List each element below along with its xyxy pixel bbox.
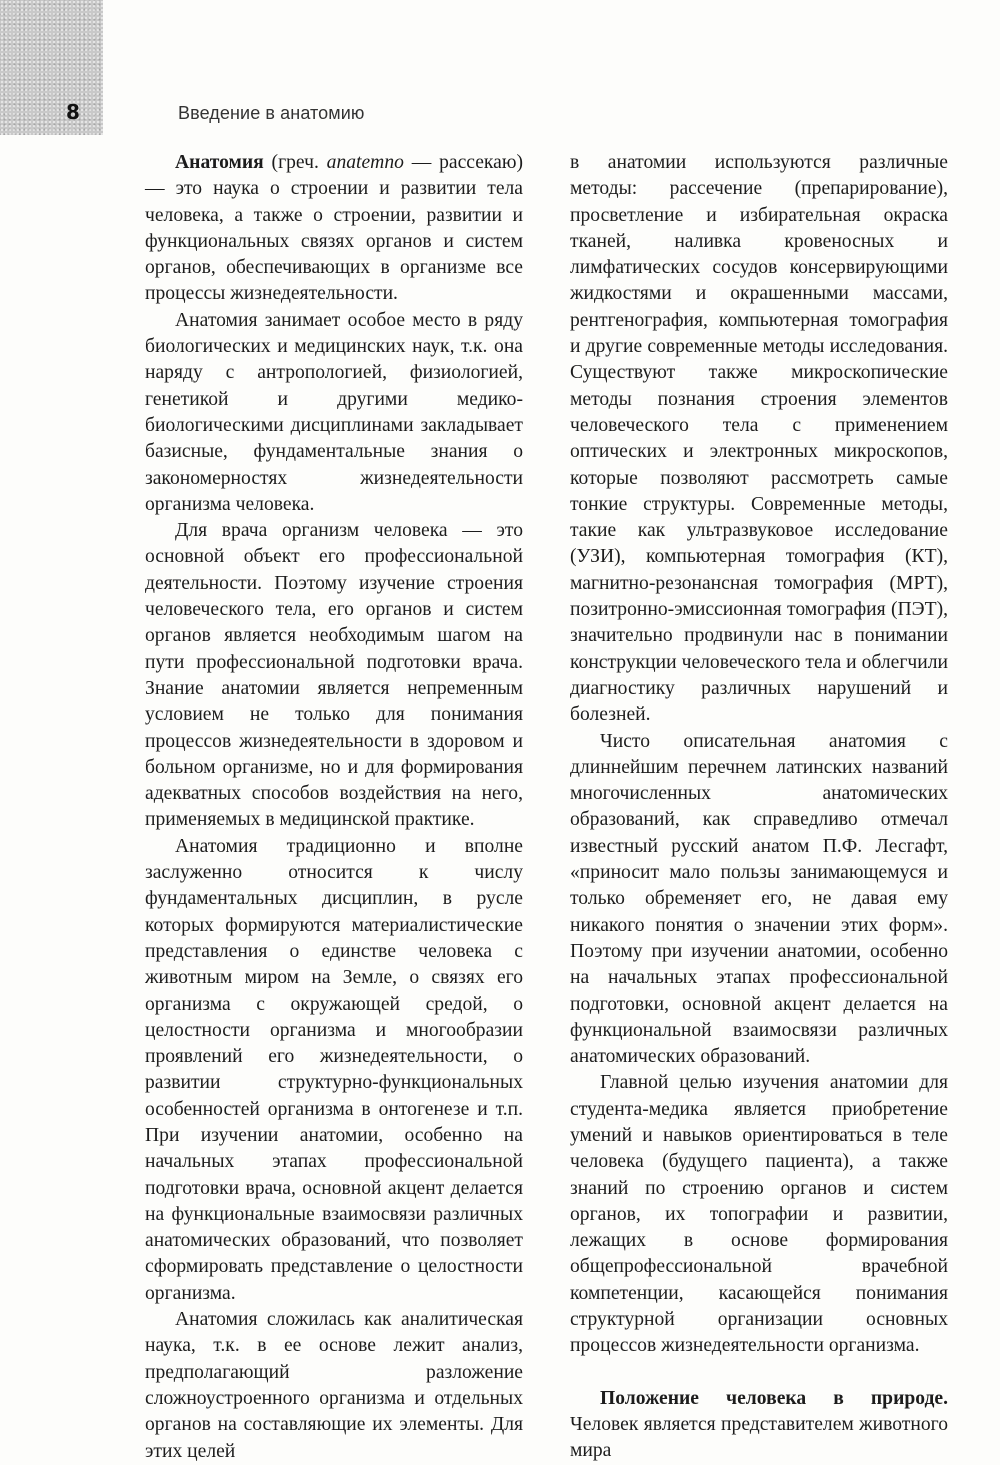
page-number-box (0, 0, 103, 135)
paragraph-methods: в анатомии используются различные методы: рассечение (препарирование), просветление и избирательная окраска тканей, наливка кровеносных и лимфатических сосудов консервирующими жидкостями и окрашенными массами, рентгенография, компьютерная томография и другие современные методы исследования. Существуют также микроскопические методы познания строения элементов человеческого тела с применением оптических и электронных микроскопов, которые позволяют рассмотреть самые тонкие структуры. Современные методы, такие как ультразвуковое исследование (УЗИ), компьютерная томография (КТ), магнитно-резонансная томография (МРТ), позитронно-эмиссионная томография (ПЭТ), значительно продвинули нас в понимании конструкции человеческого тела и облегчили диагностику различных нарушений и болезней. (570, 152, 948, 726)
right-column (570, 150, 948, 1465)
page-number: 8 (66, 100, 80, 124)
running-title: Введение в анатомию (178, 103, 365, 123)
section-heading: Положение человека в природе. (600, 1387, 948, 1409)
paragraph-analytical: Анатомия сложилась как аналитическая наука, т.к. в ее основе лежит анализ, предполагающий разложение сложноустроенного организма и отдельных органов на составляющие их элементы. Для этих целей (145, 1309, 523, 1462)
paragraph-for-doctor: Для врача организм человека — это основной объект его профессиональной деятельности. Поэтому изучение строения человеческого тела, его органов и систем органов является необходимым шагом на пути профессиональной подготовки врача. Знание анатомии является непременным условием не только для понимания процессов жизнедеятельности в здоровом и больном организме, но и для формирования адекватных способов воздействия на него, применяемых в медицинской практике. (145, 520, 523, 831)
term-anatomy: Анатомия (175, 152, 264, 173)
paragraph-definition: Анатомия (греч. anatemno — рассекаю) — это наука о строении и развитии тела человека, а также о строении, развитии и функциональных связях органов и систем органов, обеспечивающих в организме все процессы жизнедеятельности. (145, 152, 523, 305)
left-column (145, 150, 523, 1465)
paragraph-fundamental: Анатомия традиционно и вполне заслуженно относится к числу фундаментальных дисциплин, в русле которых формируются материалистические представления о единстве человека с животным миром на Земле, о связях его организма с окружающей средой, о целостности организма и многообразии проявлений его жизнедеятельности, о развитии структурно-функциональных особенностей организма в онтогенезе и т.п. При изучении анатомии, особенно на начальных этапах профессиональной подготовки врача, основной акцент делается на функциональные взаимосвязи различных анатомических образований, что позволяет сформировать представление о целостности организма. (145, 835, 523, 1304)
greek-word: anatemno (326, 152, 404, 173)
paragraph-position-in-nature: Положение человека в природе. Человек является представителем животного мира (570, 1387, 948, 1462)
paragraph-main-goal: Главной целью изучения анатомии для студента-медика является приобретение умений и навыков ориентироваться в теле человека (будущего пациента), а также знаний по строению органов и систем органов, их топографии и развитии, лежащих в основе формирования общепрофессиональной врачебной компетенции, касающейся понимания структурной организации основных процессов жизнедеятельности организма. (570, 1072, 948, 1357)
paragraph-descriptive: Чисто описательная анатомия с длиннейшим перечнем латинских названий многочисленных анатомических образований, как справедливо отмечал известный русский анатом П.Ф. Лесгафт, «приносит мало пользы занимающемуся и только обременяет его, не давая ему никакого понятия о значении этих форм». Поэтому при изучении анатомии, особенно на начальных этапах профессиональной подготовки, основной акцент делается на функциональной взаимосвязи различных анатомических образований. (570, 730, 948, 1068)
paragraph-place-in-sciences: Анатомия занимает особое место в ряду биологических и медицинских наук, т.к. она наряду с антропологией, физиологией, генетикой и другими медико-биологическими дисциплинами закладывает базисные, фундаментальные знания о закономерностях жизнедеятельности организма человека. (145, 309, 523, 515)
